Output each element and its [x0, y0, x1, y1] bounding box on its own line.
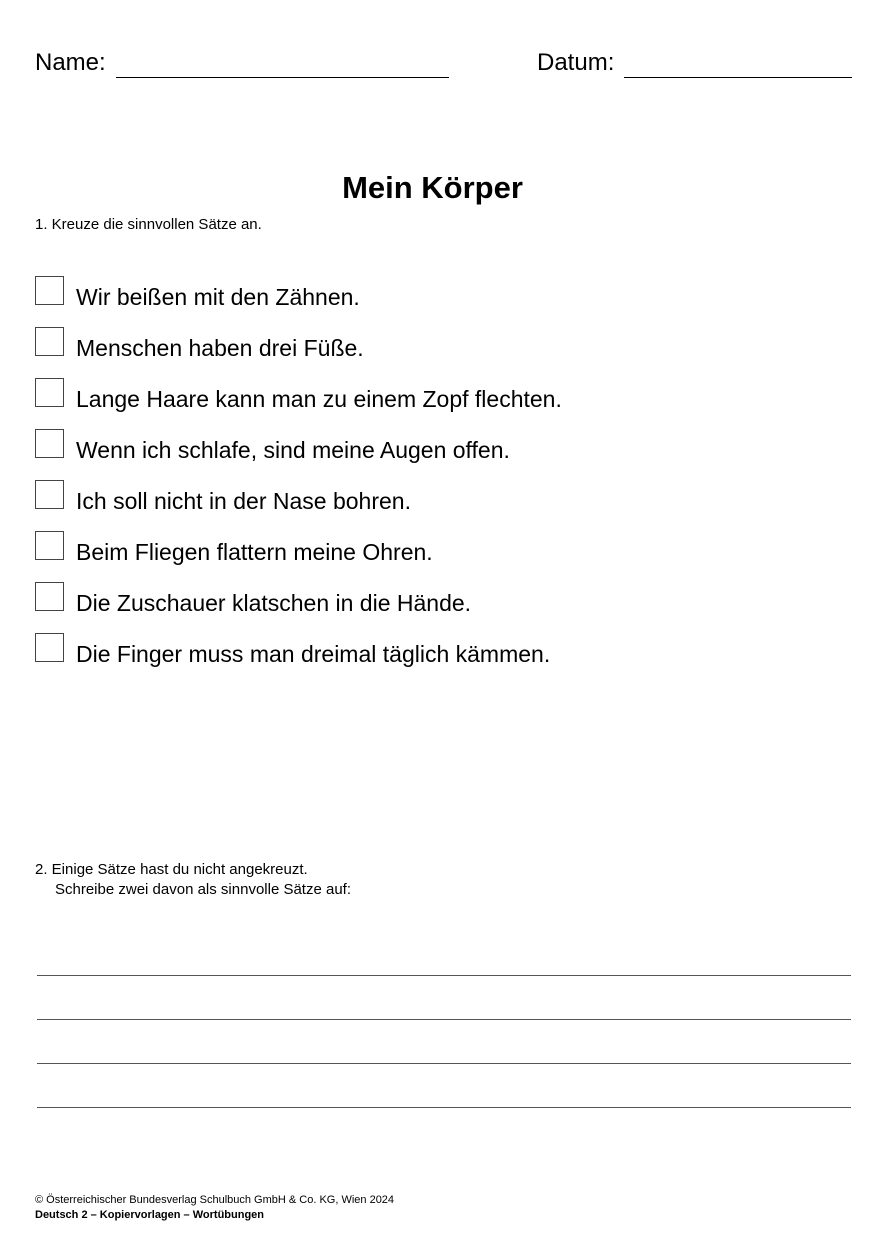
list-item	[35, 531, 835, 582]
checkbox[interactable]	[35, 480, 64, 509]
date-input-line[interactable]	[624, 53, 852, 78]
checkbox[interactable]	[35, 582, 64, 611]
date-field	[537, 48, 852, 78]
series-text: Deutsch 2 – Kopiervorlagen – Wortübungen	[35, 1209, 264, 1221]
task1-instruction: 1. Kreuze die sinnvollen Sätze an.	[35, 216, 262, 233]
checkbox[interactable]	[35, 276, 64, 305]
sentence-text: Die Finger muss man dreimal täglich kämmen.	[76, 641, 551, 667]
sentence-text: Wir beißen mit den Zähnen.	[76, 284, 360, 310]
sentence-text: Ich soll nicht in der Nase bohren.	[76, 488, 411, 514]
writing-line[interactable]	[37, 932, 851, 976]
checkbox[interactable]	[35, 633, 64, 662]
checkbox[interactable]	[35, 531, 64, 560]
list-item	[35, 327, 835, 378]
list-item	[35, 276, 835, 327]
writing-line[interactable]	[37, 1020, 851, 1064]
checkbox[interactable]	[35, 327, 64, 356]
sentence-text: Die Zuschauer klatschen in die Hände.	[76, 590, 472, 616]
checkbox[interactable]	[35, 378, 64, 407]
name-input-line[interactable]	[116, 53, 449, 78]
writing-line[interactable]	[37, 976, 851, 1020]
sentence-text: Menschen haben drei Füße.	[76, 335, 364, 361]
date-label: Datum:	[537, 49, 615, 76]
list-item	[35, 429, 835, 480]
name-label: Name:	[35, 49, 106, 76]
name-field	[35, 48, 449, 78]
sentence-list	[35, 276, 835, 684]
list-item	[35, 582, 835, 633]
task2-instruction	[35, 860, 351, 900]
list-item	[35, 378, 835, 429]
list-item	[35, 480, 835, 531]
task2-instruction-line2: Schreibe zwei davon als sinnvolle Sätze auf:	[55, 881, 352, 898]
page-title: Mein Körper	[342, 170, 523, 205]
list-item	[35, 633, 835, 684]
checkbox[interactable]	[35, 429, 64, 458]
writing-line[interactable]	[37, 1064, 851, 1108]
writing-lines	[37, 932, 851, 1108]
footer	[35, 1193, 394, 1223]
sentence-text: Lange Haare kann man zu einem Zopf flechten.	[76, 386, 562, 412]
copyright-text: © Österreichischer Bundesverlag Schulbuch GmbH & Co. KG, Wien 2024	[35, 1194, 395, 1206]
sentence-text: Beim Fliegen flattern meine Ohren.	[76, 539, 433, 565]
sentence-text: Wenn ich schlafe, sind meine Augen offen.	[76, 437, 510, 463]
task2-instruction-line1: 2. Einige Sätze hast du nicht angekreuzt.	[35, 861, 308, 878]
